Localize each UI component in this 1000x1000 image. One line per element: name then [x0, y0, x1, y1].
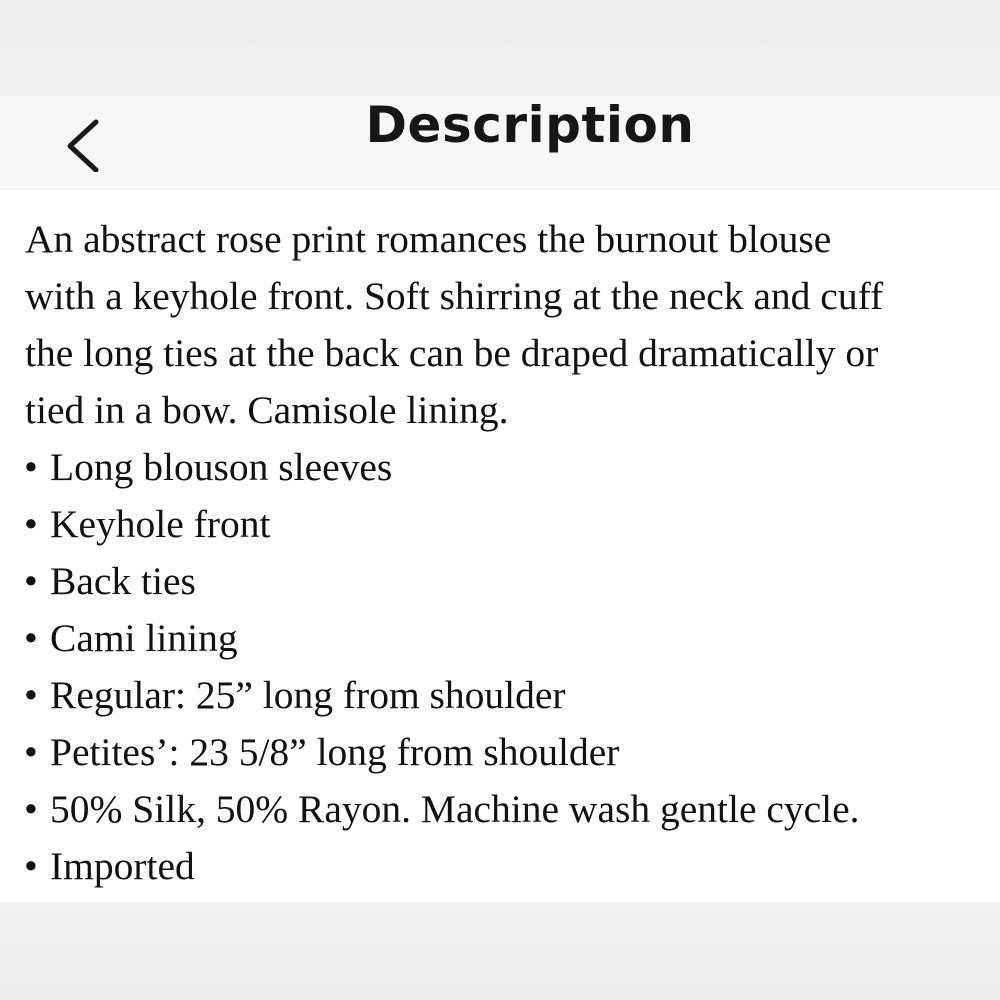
page-title: Description: [365, 96, 695, 154]
bullet-item: [24, 500, 270, 548]
bullet-item: [24, 728, 619, 776]
bullet-text: Cami lining: [50, 616, 238, 660]
bullet-text: Keyhole front: [50, 502, 271, 546]
chevron-left-icon: [56, 116, 112, 172]
bottom-margin: [0, 902, 1000, 1000]
back-button[interactable]: [56, 116, 112, 172]
bullet-text: Back ties: [50, 559, 196, 603]
description-panel: [0, 190, 1000, 902]
bullet-text: Petites’: 23 5/8” long from shoulder: [50, 730, 620, 774]
bullet-dot: •: [24, 559, 38, 603]
nav-bar: [0, 96, 1000, 190]
bullet-dot: •: [24, 445, 38, 489]
bullet-dot: •: [24, 502, 38, 546]
bullet-item: [24, 842, 195, 890]
top-margin: [0, 0, 1000, 96]
bullet-item: [24, 614, 238, 662]
bullet-item: [24, 557, 196, 605]
bullet-text: Regular: 25” long from shoulder: [50, 673, 566, 717]
bullet-item: [24, 443, 392, 491]
bullet-text: Long blouson sleeves: [50, 445, 393, 489]
bullet-dot: •: [24, 730, 38, 774]
description-line: with a keyhole front. Soft shirring at the neck and cuff: [25, 274, 884, 318]
bullet-text: Imported: [50, 844, 195, 888]
description-line: the long ties at the back can be draped dramatically or: [25, 331, 879, 375]
description-line: tied in a bow. Camisole lining.: [25, 388, 509, 432]
bullet-dot: •: [24, 673, 38, 717]
bullet-dot: •: [24, 787, 38, 831]
bullet-item: [24, 785, 860, 833]
bullet-item: [24, 671, 566, 719]
bullet-text: 50% Silk, 50% Rayon. Machine wash gentle cycle.: [50, 787, 860, 831]
bullet-dot: •: [24, 844, 38, 888]
bullet-dot: •: [24, 616, 38, 660]
description-line: An abstract rose print romances the burnout blouse: [25, 217, 832, 261]
